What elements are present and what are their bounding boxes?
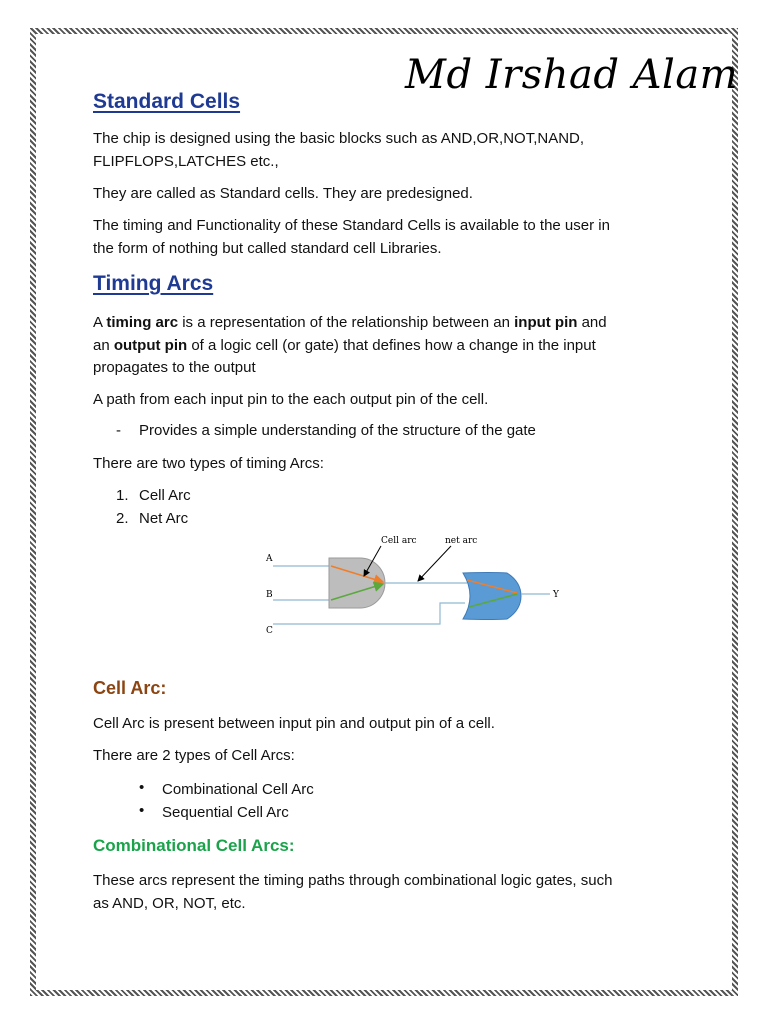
term-input-pin: input pin — [514, 314, 578, 331]
standard-cells-p3-line2: the form of nothing but called standard cell Libraries. — [93, 239, 442, 257]
def-text: an — [93, 336, 114, 354]
label-input-a: A — [266, 554, 273, 564]
standard-cells-paragraph-1 — [93, 128, 668, 173]
standard-cells-paragraph-2: They are called as Standard cells. They are predesigned. — [93, 185, 473, 202]
heading-combinational-cell-arcs: Combinational Cell Arcs: — [93, 836, 295, 855]
heading-standard-cells: Standard Cells — [93, 90, 241, 113]
def-text: of a logic cell (or gate) that defines how a change in the input — [187, 336, 596, 354]
list-item-net-arc: Net Arc — [139, 510, 189, 527]
and-gate — [329, 558, 385, 608]
definition-line-2 — [93, 335, 668, 358]
dash-marker: - — [116, 422, 121, 439]
timing-arc-diagram — [255, 530, 575, 650]
def-text: and — [577, 314, 607, 331]
heading-timing-arcs: Timing Arcs — [93, 272, 214, 295]
author-signature: Md Irshad Alam — [405, 52, 739, 98]
bullet-combinational-cell-arc: Combinational Cell Arc — [162, 781, 314, 798]
standard-cells-p1-line1: The chip is designed using the basic blocks such as AND,OR,NOT,NAND, — [93, 130, 585, 147]
heading-cell-arc: Cell Arc: — [93, 678, 167, 698]
term-output-pin: output pin — [113, 336, 188, 354]
standard-cells-paragraph-3 — [93, 215, 668, 260]
combinational-line-2: as AND, OR, NOT, etc. — [93, 894, 246, 912]
cell-arc-paragraph-1: Cell Arc is present between input pin and output pin of a cell. — [93, 715, 495, 732]
path-description: A path from each input pin to the each output pin of the cell. — [93, 391, 489, 408]
bullet-marker: • — [139, 802, 145, 819]
standard-cells-p3-line1: The timing and Functionality of these Standard Cells is available to the user in — [93, 217, 610, 234]
net-arc-pointer — [418, 546, 451, 581]
bullet-sequential-cell-arc: Sequential Cell Arc — [162, 804, 289, 821]
list-marker-2: 2. — [116, 510, 129, 527]
definition-line-1 — [93, 312, 668, 335]
types-intro: There are two types of timing Arcs: — [93, 455, 324, 472]
def-text: is a representation of the relationship between an — [178, 314, 515, 331]
timing-arc-diagram-svg — [255, 530, 575, 645]
label-output-y: Y — [553, 590, 559, 600]
dash-list-item: Provides a simple understanding of the structure of the gate — [139, 422, 536, 439]
combinational-paragraph — [93, 870, 668, 915]
cell-arc-paragraph-2: There are 2 types of Cell Arcs: — [93, 747, 295, 764]
term-timing-arc: timing arc — [106, 314, 179, 331]
standard-cells-p1-line2: FLIPFLOPS,LATCHES etc., — [93, 152, 279, 170]
def-text: A — [93, 314, 107, 331]
definition-line-3: propagates to the output — [93, 359, 256, 376]
list-item-cell-arc: Cell Arc — [139, 487, 191, 504]
label-cell-arc: Cell arc — [381, 536, 417, 546]
combinational-line-1: These arcs represent the timing paths through combinational logic gates, such — [93, 872, 613, 889]
label-input-b: B — [266, 590, 273, 600]
timing-arc-definition — [93, 312, 668, 380]
list-marker-1: 1. — [116, 487, 129, 504]
label-net-arc: net arc — [445, 536, 478, 546]
bullet-marker: • — [139, 779, 145, 796]
label-input-c: C — [266, 626, 273, 636]
